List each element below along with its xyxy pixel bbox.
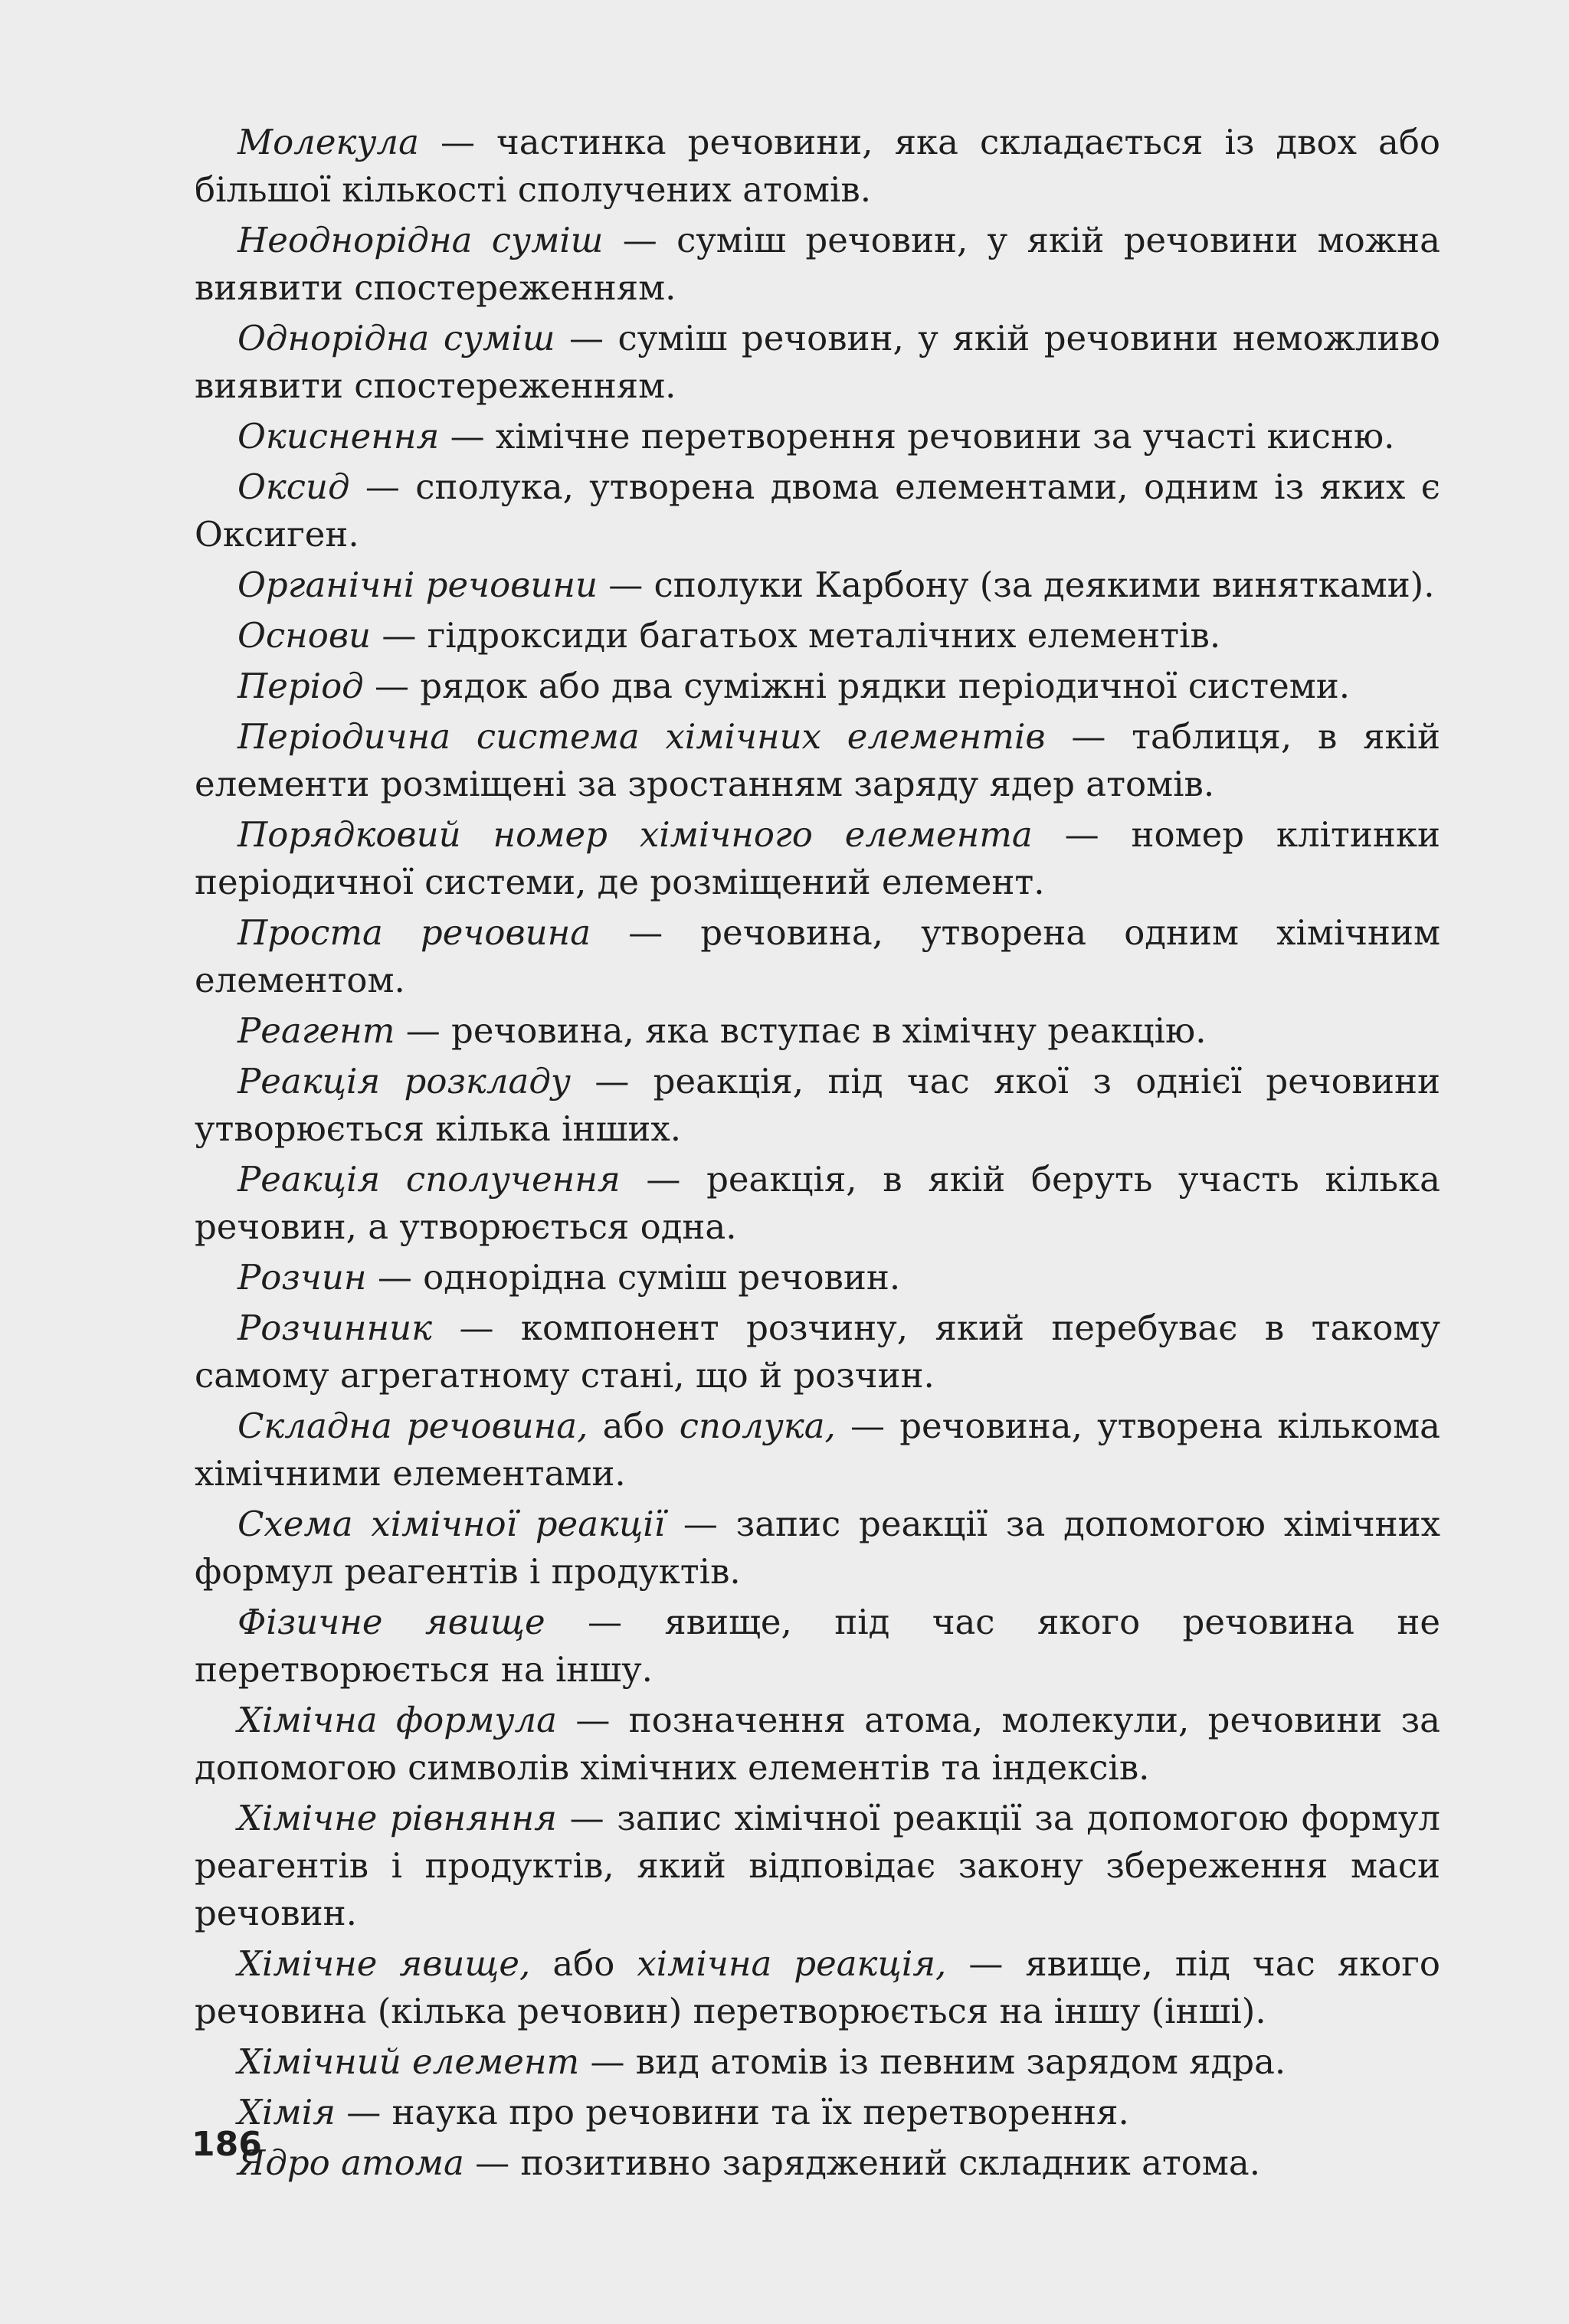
glossary-definition: — частинка речовини, яка складається із двох або більшої кількості сполучених атомів.	[195, 122, 1440, 210]
glossary-entry	[195, 1697, 1440, 1792]
glossary-term: Однорідна суміш	[237, 318, 555, 358]
glossary-entry	[195, 811, 1440, 906]
glossary-term-alternate: хімічна реакція,	[637, 1943, 947, 1984]
glossary-term: Ядро атома	[237, 2142, 464, 2183]
glossary-entry	[195, 1599, 1440, 1694]
glossary-definition: — реакція, в якій беруть участь кілька речовин, а утворюється одна.	[195, 1159, 1440, 1247]
glossary-definition: — однорідна суміш речовин.	[366, 1257, 901, 1298]
glossary-definition: — речовина, утворена кількома хімічними елементами.	[195, 1406, 1440, 1494]
glossary-definition: — сполуки Карбону (за деякими винятками).	[597, 565, 1435, 605]
glossary-term-alternate: сполука,	[679, 1406, 836, 1446]
glossary-definition: — компонент розчину, який перебуває в такому самому агрегатному стані, що й розчин.	[195, 1308, 1440, 1396]
glossary-term: Оксид	[237, 466, 350, 507]
glossary-term: Розчинник	[237, 1308, 433, 1348]
glossary-definition: — запис реакції за допомогою хімічних формул реагентів і продуктів.	[195, 1504, 1440, 1592]
glossary-entry	[195, 1304, 1440, 1399]
glossary-term: Хімічна формула	[237, 1700, 557, 1740]
glossary-entry	[195, 561, 1440, 609]
glossary-entry	[195, 1501, 1440, 1596]
glossary-definition: — суміш речовин, у якій речовини можна виявити спостереженням.	[195, 220, 1440, 308]
glossary-term: Реакція розкладу	[237, 1061, 571, 1101]
glossary-entry	[195, 713, 1440, 808]
glossary-entry	[195, 1007, 1440, 1055]
glossary-entry	[195, 463, 1440, 558]
glossary-entry	[195, 413, 1440, 460]
glossary-term: Основи	[237, 615, 372, 656]
glossary-term: Неоднорідна суміш	[237, 220, 604, 260]
glossary-entry	[195, 1795, 1440, 1937]
glossary-definition: — запис хімічної реакції за допомогою формул реагентів і продуктів, який відповідає закону збереження маси речовин.	[195, 1798, 1440, 1933]
glossary-connector: або	[530, 1943, 637, 1984]
glossary-definition: — позначення атома, молекули, речовини за допомогою символів хімічних елементів та індексів.	[195, 1700, 1440, 1788]
glossary-entry	[195, 2139, 1440, 2187]
glossary-term: Схема хімічної реакції	[237, 1504, 666, 1544]
glossary-definition: — таблиця, в якій елементи розміщені за зростанням заряду ядер атомів.	[195, 716, 1440, 804]
glossary-entry	[195, 315, 1440, 410]
glossary-term: Періодична система хімічних елементів	[237, 716, 1046, 757]
glossary-definition: — наука про речовини та їх перетворення.	[335, 2092, 1129, 2133]
glossary-term: Хімічне явище,	[237, 1943, 531, 1984]
glossary-term: Хімічний елемент	[237, 2041, 580, 2082]
glossary-term: Складна речовина,	[237, 1406, 588, 1446]
glossary-entry	[195, 1403, 1440, 1498]
glossary-entry	[195, 2089, 1440, 2136]
glossary-definition: — позитивно заряджений складник атома.	[463, 2142, 1261, 2183]
glossary-term: Фізичне явище	[237, 1602, 545, 1642]
glossary-definition: — рядок або два суміжні рядки періодичної системи.	[363, 666, 1351, 706]
glossary-entry	[195, 119, 1440, 214]
glossary-term: Реакція сполучення	[237, 1159, 621, 1200]
glossary-definition: — речовина, утворена одним хімічним елементом.	[195, 912, 1440, 1000]
glossary-definition: — суміш речовин, у якій речовини неможливо виявити спостереженням.	[195, 318, 1440, 406]
glossary-term: Хімічне рівняння	[237, 1798, 557, 1838]
glossary-entry	[195, 663, 1440, 710]
glossary-term: Розчин	[237, 1257, 367, 1298]
glossary-term: Період	[237, 666, 364, 706]
glossary-term: Порядковий номер хімічного елемента	[237, 814, 1033, 855]
glossary-definition: — явище, під час якого речовина (кілька речовин) перетворюється на іншу (інші).	[195, 1943, 1440, 2031]
glossary-entry	[195, 612, 1440, 660]
glossary-list	[195, 119, 1440, 2190]
glossary-entry	[195, 217, 1440, 312]
page-number: 186	[192, 2125, 262, 2164]
glossary-definition: — номер клітинки періодичної системи, де розміщений елемент.	[195, 814, 1440, 902]
glossary-entry	[195, 1156, 1440, 1251]
glossary-definition: — вид атомів із певним зарядом ядра.	[579, 2041, 1286, 2082]
glossary-term: Проста речовина	[237, 912, 591, 953]
glossary-entry	[195, 2038, 1440, 2086]
glossary-definition: — хімічне перетворення речовини за участі кисню.	[439, 416, 1395, 457]
glossary-definition: — реакція, під час якої з однієї речовини утворюється кілька інших.	[195, 1061, 1440, 1149]
glossary-entry	[195, 1058, 1440, 1153]
glossary-term: Окиснення	[237, 416, 440, 457]
glossary-entry	[195, 1940, 1440, 2035]
glossary-connector: або	[588, 1406, 680, 1446]
glossary-term: Хімія	[237, 2092, 336, 2133]
glossary-term: Органічні речовини	[237, 565, 598, 605]
glossary-entry	[195, 1254, 1440, 1301]
glossary-definition: — речовина, яка вступає в хімічну реакцію.	[395, 1010, 1207, 1051]
glossary-term: Молекула	[237, 122, 419, 162]
glossary-term: Реагент	[237, 1010, 395, 1051]
glossary-entry	[195, 909, 1440, 1004]
glossary-definition: — гідроксиди багатьох металічних елементів.	[371, 615, 1221, 656]
glossary-definition: — явище, під час якого речовина не перетворюється на іншу.	[195, 1602, 1440, 1690]
glossary-definition: — сполука, утворена двома елементами, одним із яких є Оксиген.	[195, 466, 1440, 555]
